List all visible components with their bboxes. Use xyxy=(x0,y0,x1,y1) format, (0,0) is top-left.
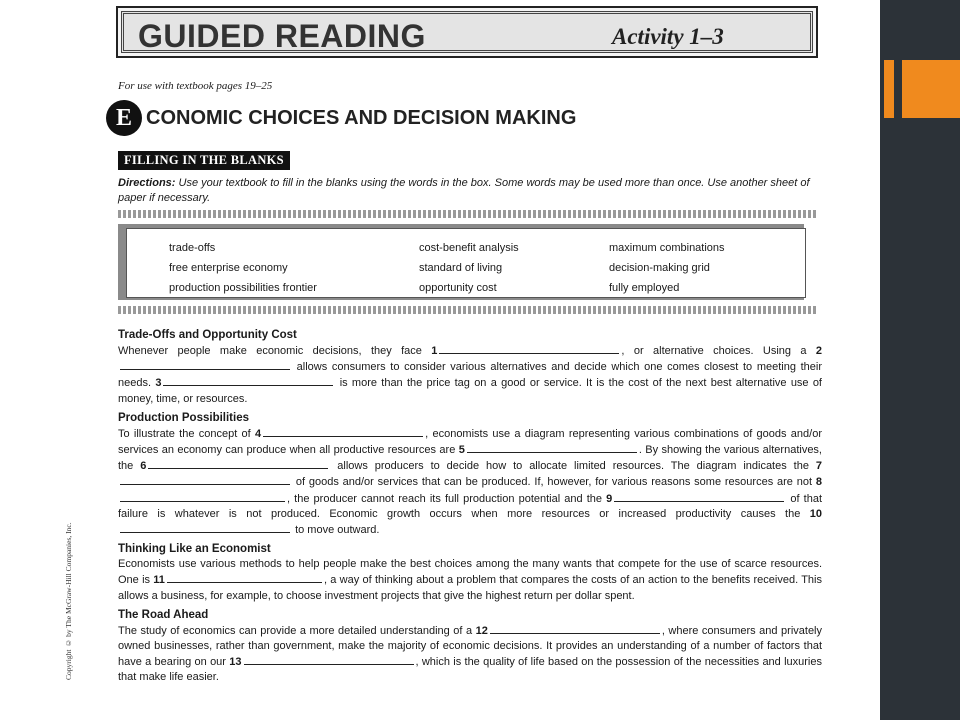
header-title: GUIDED READING xyxy=(138,18,426,54)
blank-number: 5 xyxy=(458,444,465,457)
worksheet-body xyxy=(118,328,822,690)
paragraph-text: , where consumers and privately owned businesses, rather than government, make the majority of economic decisions. It provides an understanding of a number of factors that have a bearing on our xyxy=(118,624,823,669)
word-item: maximum combinations xyxy=(609,242,725,254)
word-item: trade-offs xyxy=(169,242,216,254)
blank-number: 1 xyxy=(431,345,438,357)
section-label: FILLING IN THE BLANKS xyxy=(118,151,290,170)
word-column-1 xyxy=(169,238,317,298)
blank-field-5[interactable] xyxy=(467,442,637,453)
divider-hatch-bottom xyxy=(118,306,818,314)
paragraph-text: to move outward. xyxy=(295,524,380,537)
paragraph-text: Whenever people make economic decisions, they face xyxy=(118,345,422,357)
section-heading: Trade-Offs and Opportunity Cost xyxy=(118,329,297,341)
directions-lead: Directions: xyxy=(118,177,176,189)
chapter-title: CONOMIC CHOICES AND DECISION MAKING xyxy=(146,107,577,129)
blank-field-11[interactable] xyxy=(167,572,322,583)
word-item: production possibilities frontier xyxy=(169,282,317,294)
blank-number: 9 xyxy=(606,492,613,505)
word-column-2 xyxy=(419,238,519,298)
blank-number: 12 xyxy=(475,624,488,637)
paragraph-text: , or alternative choices. Using a xyxy=(621,345,807,357)
paragraph-text: of goods and/or services that can be produced. If, however, for various reasons some resources are not xyxy=(295,476,813,489)
blank-field-10[interactable] xyxy=(120,522,290,533)
word-item: free enterprise economy xyxy=(169,262,288,274)
paragraph-text: , the producer cannot reach its full production potential and the xyxy=(287,492,603,505)
accent-square xyxy=(902,60,960,118)
paragraph-text: To illustrate the concept of xyxy=(118,427,251,440)
word-item: standard of living xyxy=(419,262,503,274)
copyright-notice: Copyright © by The McGraw-Hill Companies, Inc. xyxy=(64,522,73,680)
word-item: opportunity cost xyxy=(419,282,497,294)
activity-label: Activity 1–3 xyxy=(612,24,724,49)
blank-field-4[interactable] xyxy=(263,426,423,437)
blank-number: 2 xyxy=(815,345,823,357)
header-inner-frame xyxy=(121,11,813,53)
blank-field-2[interactable] xyxy=(120,359,290,370)
accent-bar xyxy=(884,60,894,118)
section-paragraph xyxy=(118,343,822,407)
divider-hatch-top xyxy=(118,210,818,218)
blank-field-6[interactable] xyxy=(148,458,328,469)
section-paragraph xyxy=(118,557,822,604)
blank-field-13[interactable] xyxy=(244,654,414,665)
textbook-pages-note: For use with textbook pages 19–25 xyxy=(118,80,273,92)
word-item: decision-making grid xyxy=(609,262,710,274)
blank-number: 3 xyxy=(155,377,162,390)
blank-field-7[interactable] xyxy=(120,474,290,485)
word-box xyxy=(126,228,806,298)
section-heading: Thinking Like an Economist xyxy=(118,543,271,556)
section-heading: The Road Ahead xyxy=(118,608,209,621)
blank-field-1[interactable] xyxy=(439,343,619,354)
blank-number: 6 xyxy=(140,460,147,473)
word-column-3 xyxy=(609,238,725,298)
blank-number: 4 xyxy=(255,427,262,440)
blank-number: 13 xyxy=(229,656,242,669)
section-paragraph xyxy=(118,426,822,538)
section-heading: Production Possibilities xyxy=(118,411,249,424)
blank-field-3[interactable] xyxy=(163,375,333,386)
blank-field-9[interactable] xyxy=(614,491,784,502)
section-paragraph xyxy=(118,623,822,686)
directions xyxy=(118,176,818,205)
blank-number: 11 xyxy=(153,574,165,587)
blank-field-12[interactable] xyxy=(490,623,660,634)
paragraph-text: of that failure is whatever is not produced. Economic growth occurs when more resources or increased productivity causes the xyxy=(118,492,823,520)
paragraph-text: . By showing the various alternatives, the xyxy=(118,444,822,473)
paragraph-text: , economists use a diagram representing various combinations of goods and/or services an economy can produce when all productive resources are xyxy=(118,427,822,457)
blank-number: 10 xyxy=(809,507,822,520)
directions-text: Use your textbook to fill in the blanks using the words in the box. Some words may be used more than once. Use another sheet of paper if necessary. xyxy=(118,177,810,204)
blank-number: 7 xyxy=(815,460,822,473)
paragraph-text: Economists use various methods to help people make the best choices among the many wants that compete for the use of scarce resources. One is xyxy=(118,558,822,587)
word-item: cost-benefit analysis xyxy=(419,242,519,254)
paragraph-text: allows consumers to consider various alternatives and decide which one comes closest to meeting their needs. xyxy=(118,361,822,390)
paragraph-text: , a way of thinking about a problem that compares the costs of an action to the benefits received. This allows a business, for example, to choose investment projects that give the highest return per dollar spent. xyxy=(118,574,822,602)
blank-field-8[interactable] xyxy=(120,491,285,502)
word-item: fully employed xyxy=(609,282,680,294)
paragraph-text: is more than the price tag on a good or service. It is the cost of the next best alternative use of money, time, or resources. xyxy=(118,377,822,405)
paragraph-text: The study of economics can provide a more detailed understanding of a xyxy=(118,624,473,637)
paragraph-text: , which is the quality of life based on the possession of the necessities and luxuries that make life easier. xyxy=(118,656,822,684)
chapter-initial-badge: E xyxy=(106,100,142,136)
blank-number: 8 xyxy=(815,476,823,489)
worksheet-header xyxy=(116,6,818,58)
paragraph-text: allows producers to decide how to allocate limited resources. The diagram indicates the xyxy=(337,460,809,473)
